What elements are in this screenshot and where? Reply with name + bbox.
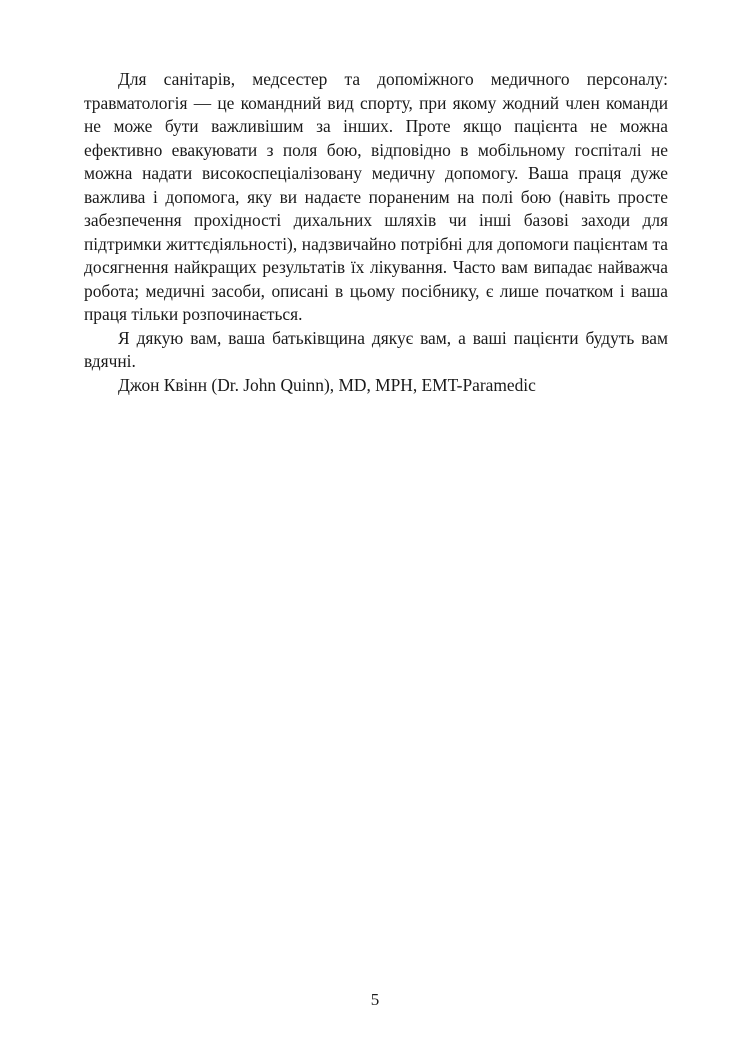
page-number: 5 bbox=[370, 990, 380, 1009]
document-body bbox=[84, 68, 668, 397]
paragraph-thanks: Я дякую вам, ваша батьківщина дякує вам, а ваші пацієнти будуть вам вдячні. bbox=[84, 327, 668, 371]
author-signature: Джон Квінн (Dr. John Quinn), MD, MPH, EMT-Paramedic bbox=[118, 374, 536, 395]
paragraph-team-medicine: Для санітарів, медсестер та допоміжного медичного персоналу: травматологія — це командний вид спорту, при якому жодний член команди не може бути важливішим за інших. Проте якщо пацієнта не можна ефективно евакуювати з поля бою, відповідно в мобільному госпіталі не можна надати високоспеціалізовану медичну допомогу. Ваша праця дуже важлива і допомога, яку ви надаєте пораненим на полі бою (навіть просте забезпечення прохідності дихальних шляхів чи інші базові заходи для підтримки життєдіяльності), надзвичайно потрібні для допомоги пацієнтам та досягнення найкращих результатів їх лікування. Часто вам випадає найважча робота; медичні засоби, описані в цьому посібнику, є лише початком і ваша праця тільки розпочинається. bbox=[84, 69, 668, 324]
